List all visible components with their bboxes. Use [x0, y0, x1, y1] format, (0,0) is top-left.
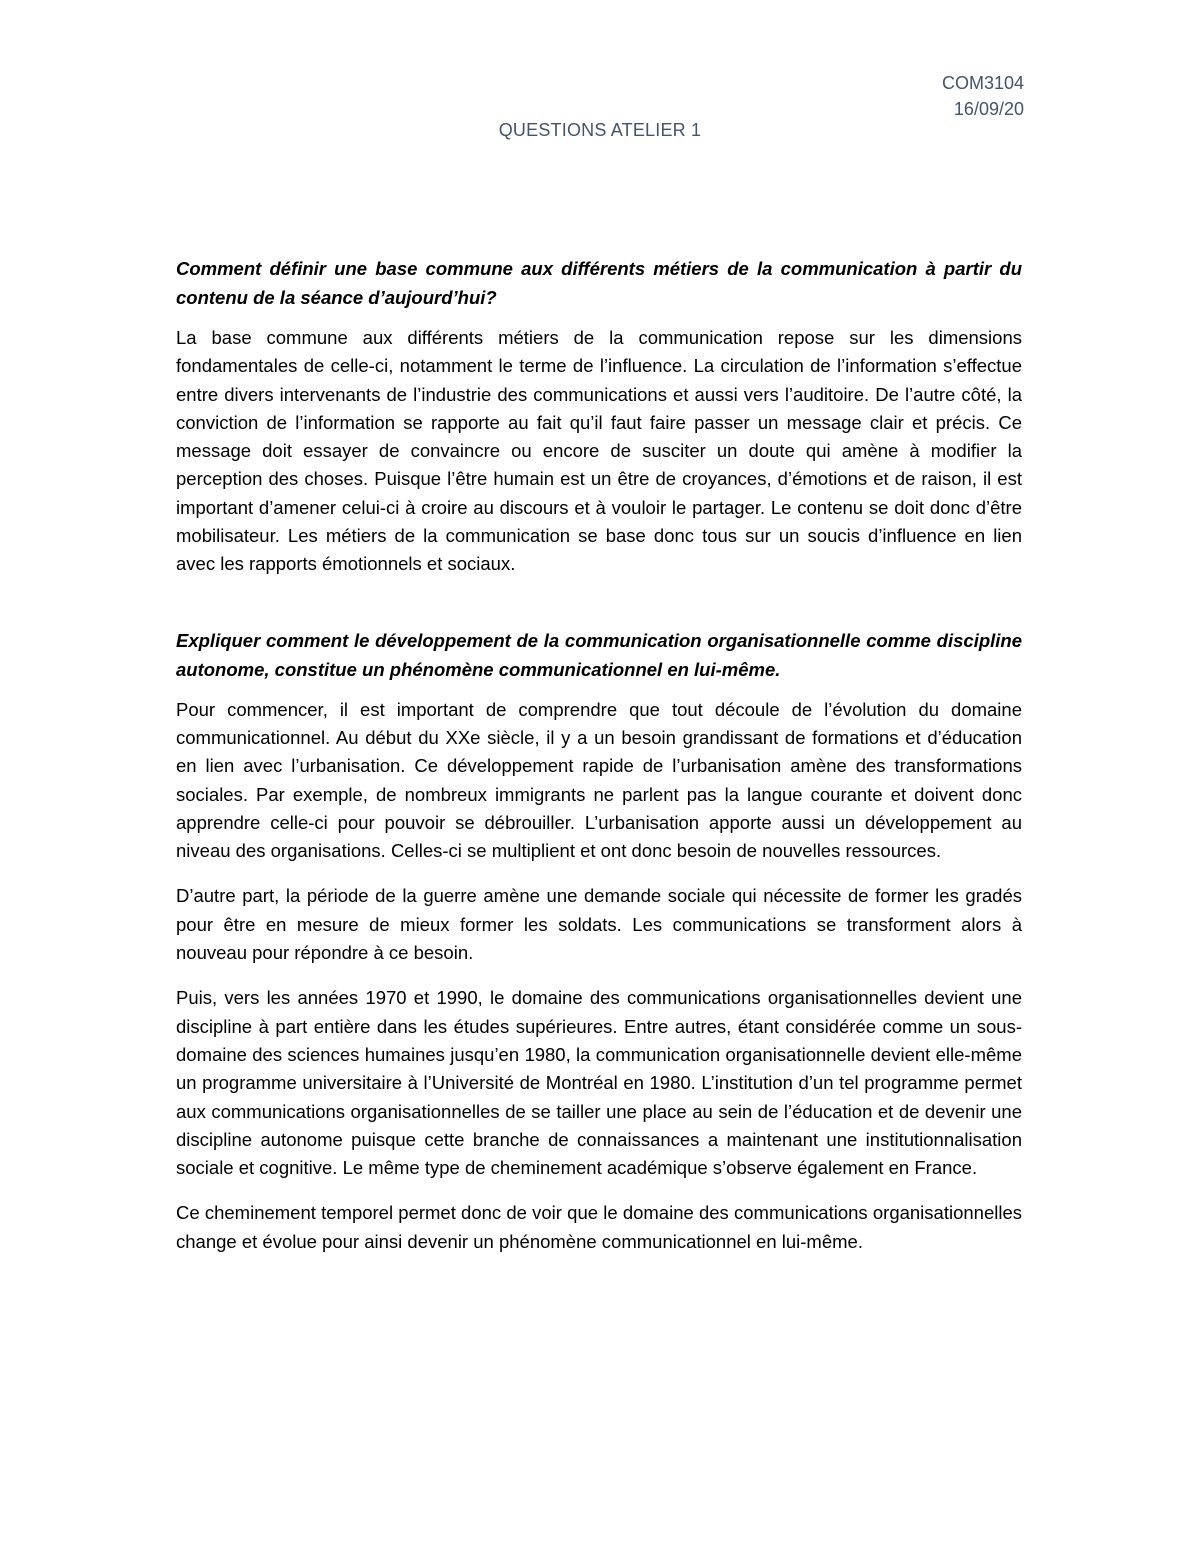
document-date: 16/09/20	[953, 99, 1024, 119]
answer-2-paragraph-3: Puis, vers les années 1970 et 1990, le domaine des communications organisationnelles devient une discipline à part entière dans les études supérieures. Entre autres, étant considérée comme un sous-domaine des sciences humaines jusqu’en 1980, la communication organisationnelle devient elle-même un programme universitaire à l’Université de Montréal en 1980. L’institution d’un tel programme permet aux communications organisationnelles de se tailler une place au sein de l’éducation et de devenir une discipline autonome puisque cette branche de connaissances a maintenant une institutionnalisation sociale et cognitive. Le même type de cheminement académique s’observe également en France.	[176, 987, 1022, 1179]
answer-2-paragraph-1: Pour commencer, il est important de comprendre que tout découle de l’évolution du domaine communicationnel. Au début du XXe siècle, il y a un besoin grandissant de formations et d’éducation en lien avec l’urbanisation. Ce développement rapide de l’urbanisation amène des transformations sociales. Par exemple, de nombreux immigrants ne parlent pas la langue courante et doivent donc apprendre celle-ci pour pouvoir se débrouiller. L’urbanisation apporte aussi un développement au niveau des organisations. Celles-ci se multiplient et ont donc besoin de nouvelles ressources.	[176, 698, 1022, 862]
answer-2-paragraph-4: Ce cheminement temporel permet donc de voir que le domaine des communications organisationnelles change et évolue pour ainsi devenir un phénomène communicationnel en lui-même.	[176, 1202, 1022, 1252]
answer-2-paragraph-2: D’autre part, la période de la guerre amène une demande sociale qui nécessite de former les gradés pour être en mesure de mieux former les soldats. Les communications se transforment alors à nouveau pour répondre à ce besoin.	[176, 885, 1022, 964]
section-2	[176, 626, 1022, 1256]
question-1: Comment définir une base commune aux différents métiers de la communication à partir du contenu de la séance d’aujourd’hui?	[176, 258, 1022, 308]
document-body	[176, 254, 1022, 1273]
section-spacer	[176, 596, 1022, 626]
document-header	[942, 70, 1024, 122]
document-title: QUESTIONS ATELIER 1	[498, 120, 702, 140]
question-2: Expliquer comment le développement de la communication organisationnelle comme discipline autonome, constitue un phénomène communicationnel en lui-même.	[176, 629, 1022, 680]
section-1	[176, 254, 1022, 579]
answer-1-paragraph-1: La base commune aux différents métiers de la communication repose sur les dimensions fondamentales de celle-ci, notamment le terme de l’influence. La circulation de l’information s’effectue entre divers intervenants de l’industrie des communications et aussi vers l’auditoire. De l’autre côté, la conviction de l’information se rapporte au fait qu’il faut faire passer un message clair et précis. Ce message doit essayer de convaincre ou encore de susciter un doute qui amène à modifier la perception des choses. Puisque l’être humain est un être de croyances, d’émotions et de raison, il est important d’amener celui-ci à croire au discours et à vouloir le partager. Le contenu se doit donc d’être mobilisateur. Les métiers de la communication se base donc tous sur un soucis d’influence en lien avec les rapports émotionnels et sociaux.	[176, 327, 1022, 575]
course-code: COM3104	[941, 73, 1024, 93]
